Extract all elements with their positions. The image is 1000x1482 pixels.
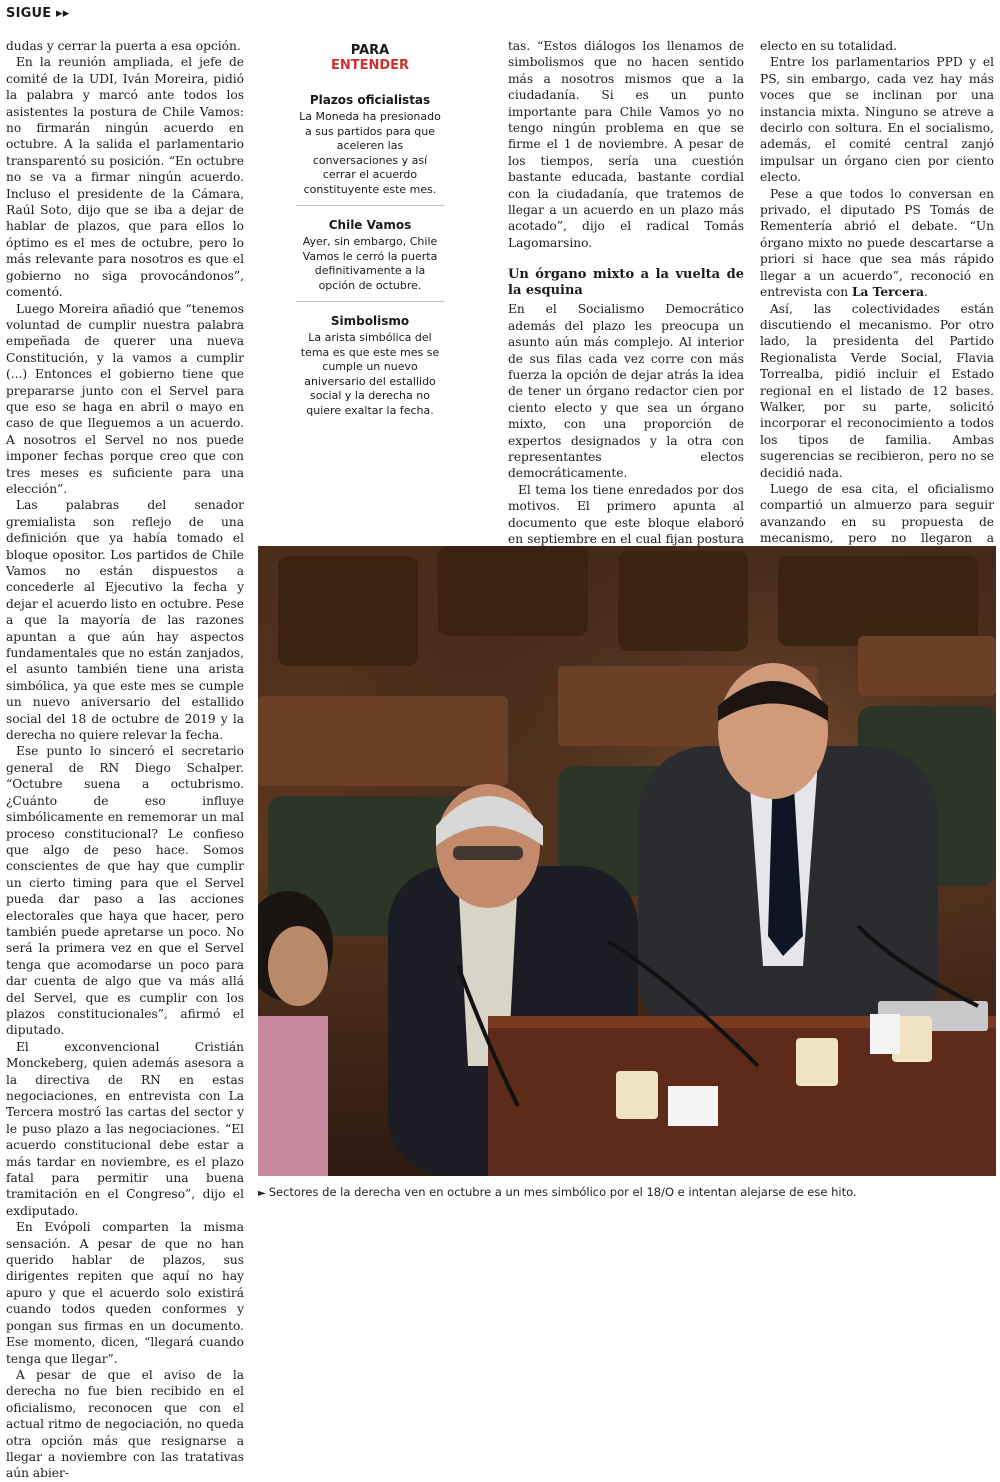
article-paragraph: En la reunión ampliada, el jefe de comité de la UDI, Iván Moreira, pidió la palabra y marcó ante todos los asistentes la postura de Chile Vamos: no firmarán ningún acuerdo en octubre. A la salida el parlamentario transparentó su posición. “En octubre no se va a firmar ningún acuerdo. Incluso el presidente de la Cámara, Raúl Soto, dijo que se iba a dejar de hablar de plazos, que para ellos lo óptimo es el mes de octubre, pero lo más relevante para nosotros es que el gobierno no siga provocándonos”, comentó. [6, 55, 244, 300]
article-paragraph: A pesar de que el aviso de la derecha no fue bien recibido en el oficialismo, reconocen que con el actual ritmo de negociación, no queda otra opción más que resignarse a llegar a noviembre con las tratativas aún abier- [6, 1367, 244, 1481]
article-paragraph: En Evópoli comparten la misma sensación. A pesar de que no han querido hablar de plazos, sus dirigentes repiten que aquí no hay apuro y que el acuerdo solo existirá cuando todos queden conformes y pongan sus firmas en un documento. Ese momento, dicen, “llegará cuando tenga que llegar”. [6, 1220, 244, 1366]
sidebar-item-text: La arista simbólica del tema es que este mes se cumple un nuevo aniversario del estallido social y la derecha no quiere exaltar la fecha. [300, 331, 440, 417]
article-subhead: Un órgano mixto a la vuelta de la esquina [508, 267, 744, 299]
sidebar-item [296, 93, 444, 206]
sigue-label: SIGUE ▸▸ [6, 6, 70, 21]
caption-text: Sectores de la derecha ven en octubre a un mes simbólico por el 18/O e intentan alejarse de ese hito. [268, 1185, 857, 1199]
article-paragraph: El tema los tiene enredados por dos motivos. El primero apunta al documento que este bloque elaboró en septiembre en el cual fijan postura [508, 482, 744, 546]
caption-arrow-icon: ► [258, 1188, 266, 1199]
article-column-1 [6, 38, 244, 1482]
sidebar-divider [296, 301, 444, 302]
article-photo [258, 546, 996, 1176]
sidebar-item [296, 314, 444, 418]
paragraph-end: . [924, 285, 928, 300]
article-paragraph: dudas y cerrar la puerta a esa opción. [6, 39, 241, 53]
paragraph-text: Luego de esa cita, el oficialismo compartió un almuerzo para seguir avanzando en su propuesta de mecanismo, pero no llegaron a [760, 481, 994, 546]
article-paragraph: Luego Moreira añadió que “tenemos voluntad de cumplir nuestra palabra empeñada de querer una nueva Constitución, y la vamos a cumplir (...) Entonces el gobierno tiene que prepararse junto con el Servel para que eso se haga en abril o mayo en caso de que lleguemos a un acuerdo. A nosotros el Servel no nos puede imponer fechas porque creo que con tres meses es suficiente para una elección”. [6, 301, 244, 496]
article-paragraph: El exconvencional Cristián Monckeberg, quien además asesora a la directiva de RN en estas negociaciones, en entrevista con La Tercera mostró las cartas del sector y le puso plazo a las negociaciones. “El acuerdo constitucional debe estar a más tardar en noviembre, es el plazo fatal para permitir una buena tramitación en el Congreso”, dijo el exdiputado. [6, 1039, 244, 1218]
paragraph-text: Pese a que todos lo conversan en privado, el diputado PS Tomás de Rementería abrió el debate. “Un órgano mixto no puede descartarse a priori si hace que sea más rápido llegar a un acuerdo”, reconoció en entrevista con [760, 186, 994, 300]
sidebar-item [296, 218, 444, 302]
newspaper-name: La Tercera [851, 285, 925, 300]
article-paragraph: Entre los parlamentarios PPD y el PS, sin embargo, cada vez hay más voces que se inclinan por una instancia mixta. Ninguno se atreve a decirlo con soltura. En el socialismo, además, el comité central zanjó impulsar un órgano cien por ciento electo. [760, 55, 994, 185]
photo-caption [258, 1185, 996, 1201]
article-paragraph: Ese punto lo sinceró el secretario general de RN Diego Schalper. “Octubre suena a octubrismo. ¿Cuánto de eso influye simbólicamente en rememorar un mal proceso constitucional? Le confieso que algo de peso hace. Somos conscientes de que hay que cumplir un cierto timing para que el Servel pueda dar paso a las acciones electorales que haya que hacer, pero también puede apretarse un poco. No será la primera vez en que el Servel tenga que acomodarse un poco para dar cuenta de algo que va más allá del Servel, que es cumplir con los plazos constitucionales”, afirmó el diputado. [6, 744, 244, 1038]
article-paragraph: Las palabras del senador gremialista son reflejo de una definición que ya había tomado el bloque opositor. Los partidos de Chile Vamos no están dispuestos a concederle al Ejecutivo la fecha y dejar el acuerdo listo en octubre. Pese a que la mayoría de las razones apuntan a que aún hay aspectos fundamentales que no están zanjados, el asunto también tiene una arista simbólica, ya que este mes se cumple un nuevo aniversario del estallido social del 18 de octubre de 2019 y la derecha no quiere relevar la fecha. [6, 498, 244, 743]
sidebar-item-text: Ayer, sin embargo, Chile Vamos le cerró la puerta definitivamente a la opción de octubre. [302, 235, 438, 292]
article-paragraph: En el Socialismo Democrático además del plazo les preocupa un asunto aún más complejo. Al interior de sus filas cada vez corre con más fuerza la opción de dejar atrás la idea de tener un órgano redactor cien por ciento electo y que sea un órgano mixto, con una proporción de expertos designados y la otra con representantes electos democráticamente. [508, 302, 744, 481]
sidebar-kicker: PARA [350, 43, 390, 58]
photo-illustration [258, 546, 996, 1176]
para-entender-sidebar [296, 44, 444, 418]
article-paragraph [760, 186, 994, 301]
sidebar-kicker-red: ENTENDER [330, 58, 410, 73]
sidebar-divider [296, 205, 444, 206]
article-paragraph: Así, las colectividades están discutiendo el mecanismo. Por otro lado, la presidenta del Partido Regionalista Verde Social, Flavia Torrealba, pidió incluir el Estado regional en el listado de 12 bases. Walker, por su parte, solicitó incorporar el reconocimiento a todos los tipos de familia. Ambas sugerencias se recibieron, pero no se decidió nada. [760, 301, 994, 480]
sidebar-item-title: Chile Vamos [328, 218, 412, 232]
sidebar-item-title: Plazos oficialistas [309, 93, 431, 107]
article-paragraph: electo en su totalidad. [760, 39, 898, 53]
sidebar-item-title: Simbolismo [330, 314, 410, 328]
article-paragraph: tas. “Estos diálogos los llenamos de simbolismos que no hacen sentido más a nosotros mismos que a la ciudadanía. Si es un punto importante para Chile Vamos yo no tengo ningún problema en que se firme el 1 de noviembre. A pesar de los tiempos, sería una cuestión bastante educada, bastante cordial con la ciudadanía, que tratemos de llegar a un acuerdo en un plazo más acotado”, dijo el radical Tomás Lagomarsino. [508, 39, 744, 250]
sidebar-item-text: La Moneda ha presionado a sus partidos para que aceleren las conversaciones y así cerrar el acuerdo constituyente este mes. [299, 110, 441, 196]
